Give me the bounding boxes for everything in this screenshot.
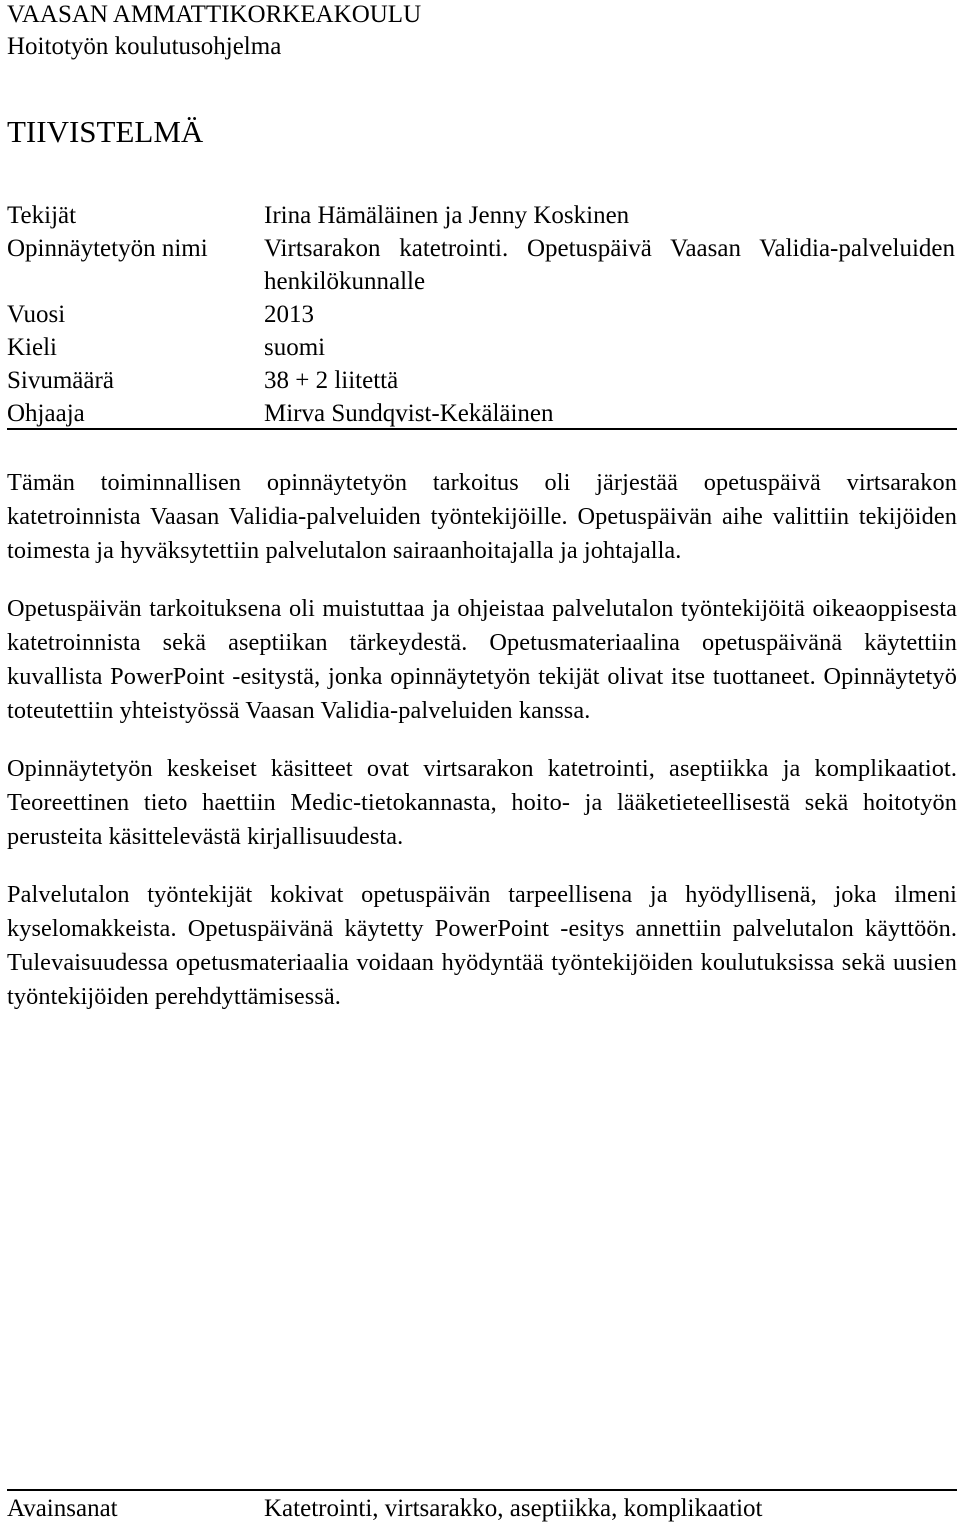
metadata-value: 38 + 2 liitettä: [264, 367, 399, 394]
abstract-body: [7, 466, 957, 1038]
metadata-label: Sivumäärä: [7, 367, 114, 394]
programme-name: Hoitotyön koulutusohjelma: [7, 33, 282, 60]
keywords-value: Katetrointi, virtsarakko, aseptiikka, komplikaatiot: [264, 1495, 763, 1522]
divider-bottom: [7, 1489, 957, 1491]
metadata-label: Ohjaaja: [7, 400, 85, 427]
metadata-label: Tekijät: [7, 202, 77, 229]
metadata-row-pages: [7, 364, 957, 397]
metadata-value: Virtsarakon katetrointi. Opetuspäivä Vaasan Validia-palveluiden henkilökunnalle: [264, 235, 955, 295]
metadata-row-thesis-name: [7, 232, 957, 298]
metadata-value: Mirva Sundqvist-Kekäläinen: [264, 400, 554, 427]
metadata-table: [7, 199, 957, 430]
page-title: TIIVISTELMÄ: [7, 114, 204, 149]
abstract-paragraph: Tämän toiminnallisen opinnäytetyön tarkoitus oli järjestää opetuspäivä virtsarakon katetroinnista Vaasan Validia-palveluiden työntekijöille. Opetuspäivän aihe valittiin tekijöiden toimesta ja hyväksytettiin palvelutalon sairaanhoitajalla ja johtajalla.: [7, 469, 957, 564]
metadata-label: Vuosi: [7, 301, 66, 328]
metadata-row-language: [7, 331, 957, 364]
divider-top: [7, 428, 957, 430]
abstract-paragraph: Opetuspäivän tarkoituksena oli muistuttaa ja ohjeistaa palvelutalon työntekijöitä oikeaoppisesta katetroinnista sekä aseptiikan tärkeydestä. Opetusmateriaalina opetuspäivänä käytettiin kuvallista PowerPoint -esitystä, jonka opinnäytetyön tekijät olivat itse tuottaneet. Opinnäytetyö toteutettiin yhteistyössä Vaasan Validia-palveluiden kanssa.: [7, 595, 957, 724]
keywords-label: Avainsanat: [7, 1495, 118, 1522]
metadata-value: Irina Hämäläinen ja Jenny Koskinen: [264, 202, 630, 229]
metadata-value: 2013: [264, 301, 314, 328]
metadata-row-year: [7, 298, 957, 331]
metadata-row-supervisor: [7, 397, 957, 430]
metadata-value: suomi: [264, 334, 326, 361]
institution-name: VAASAN AMMATTIKORKEAKOULU: [7, 1, 422, 28]
abstract-page: [7, 0, 957, 1525]
abstract-paragraph: Palvelutalon työntekijät kokivat opetuspäivän tarpeellisena ja hyödyllisenä, joka ilmeni kyselomakkeista. Opetuspäivänä käytetty PowerPoint -esitys annettiin palvelutalon käyttöön. Tulevaisuudessa opetusmateriaalia voidaan hyödyntää työntekijöiden koulutuksissa sekä uusien työntekijöiden perehdyttämisessä.: [7, 881, 957, 1010]
abstract-paragraph: Opinnäytetyön keskeiset käsitteet ovat virtsarakon katetrointi, aseptiikka ja komplikaatiot. Teoreettinen tieto haettiin Medic-tietokannasta, hoito- ja lääketieteellisestä sekä hoitotyön perusteita käsittelevästä kirjallisuudesta.: [7, 755, 957, 850]
metadata-label: Opinnäytetyön nimi: [7, 235, 208, 262]
metadata-row-authors: [7, 199, 957, 232]
metadata-label: Kieli: [7, 334, 57, 361]
